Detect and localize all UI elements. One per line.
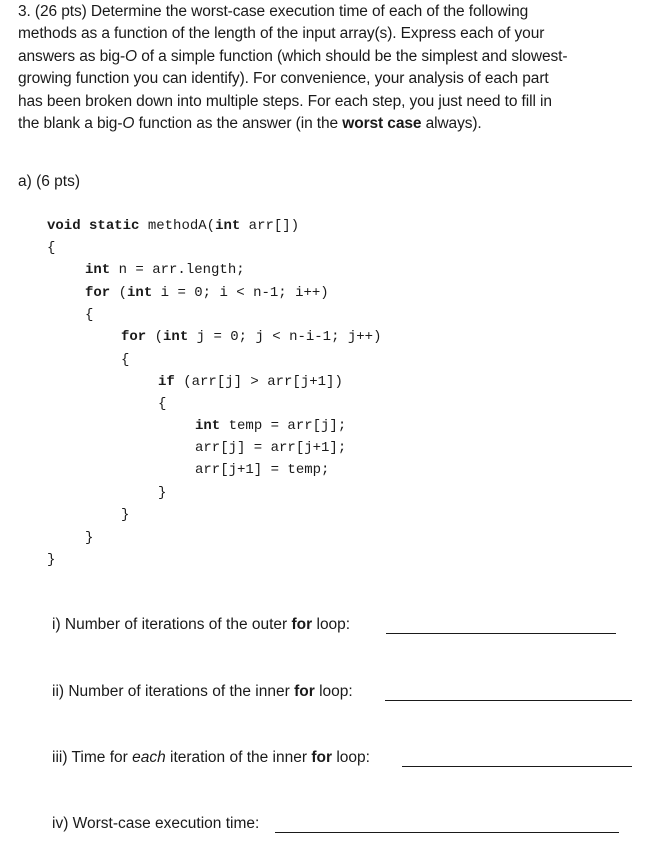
big-o-symbol: O [125,47,138,65]
question-iv: iv) Worst-case execution time: [52,815,260,832]
code-line-11: arr[j] = arr[j+1]; [195,440,347,456]
code-line-2: { [47,240,56,256]
intro-line-2: methods as a function of the length of the input array(s). Express each of your [18,25,545,43]
code-line-8: if (arr[j] > arr[j+1]) [158,374,343,390]
intro-line-4: growing function you can identify). For convenience, your analysis of each part [18,70,549,88]
problem-statement [18,1,638,135]
code-line-4: for (int i = 0; i < n-1; i++) [85,285,329,301]
intro-line-6a: the blank a big- [18,115,123,133]
answer-blank-iv[interactable] [275,832,619,833]
code-line-6: for (int j = 0; j < n-i-1; j++) [121,329,382,345]
code-line-12: arr[j+1] = temp; [195,462,330,478]
code-line-14: } [121,507,130,523]
intro-line-5: has been broken down into multiple steps. For each step, you just need to fill in [18,92,552,110]
intro-line-6c: always). [421,115,482,133]
code-line-5: { [85,307,94,323]
question-ii: ii) Number of iterations of the inner for loop: [52,683,353,700]
intro-line-1: 3. (26 pts) Determine the worst-case execution time of each of the following [18,3,529,20]
code-line-16: } [47,552,56,568]
code-line-3: int n = arr.length; [85,262,245,278]
intro-line-3 [18,46,638,68]
code-line-15: } [85,530,94,546]
intro-line-6b: function as the answer (in the [134,115,343,133]
big-o-symbol-2: O [122,115,135,133]
part-label: a) (6 pts) [18,173,81,190]
intro-line-6 [18,113,638,135]
intro-line-3b: of a simple function (which should be the simplest and slowest- [137,47,568,65]
answer-blank-iii[interactable] [402,766,632,767]
worst-case-emphasis: worst case [342,115,422,133]
question-i: i) Number of iterations of the outer for loop: [52,616,351,633]
code-line-10: int temp = arr[j]; [195,418,347,434]
code-line-13: } [158,485,167,501]
intro-line-3a: answers as big- [18,47,126,65]
code-line-1: void static methodA(int arr[]) [47,218,300,234]
code-line-7: { [121,352,130,368]
answer-blank-ii[interactable] [385,700,632,701]
code-line-9: { [158,396,167,412]
question-iii: iii) Time for each iteration of the inner for loop: [52,749,370,766]
answer-blank-i[interactable] [386,633,616,634]
